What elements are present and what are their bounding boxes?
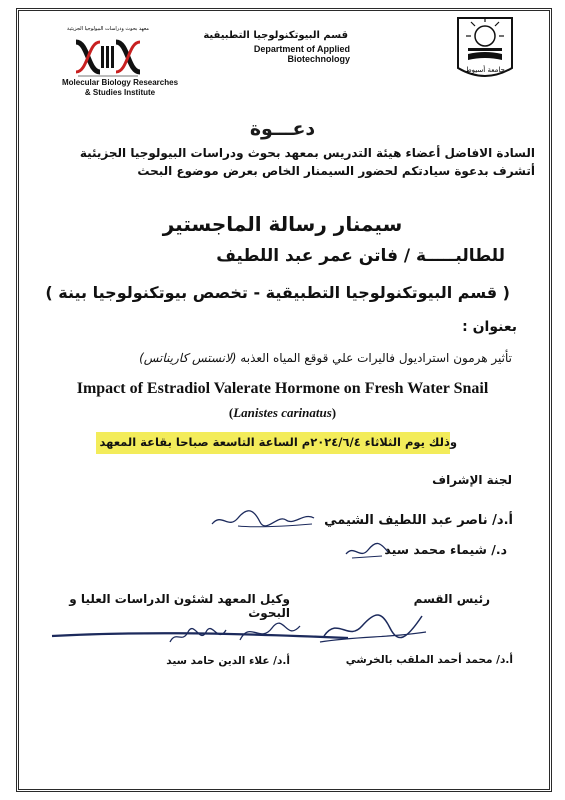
student-department: ( قسم البيوتكنولوجيا التطبيقية - تخصص بيوتكنولوجيا بينة ) (45, 283, 510, 302)
supervisor-1: أ.د/ ناصر عبد اللطيف الشيمي (324, 513, 513, 528)
department-head-label: رئيس القسم (413, 592, 490, 606)
scientific-name: (Lanistes carinatus) (228, 405, 337, 420)
thesis-title-english: Impact of Estradiol Valerate Hormone on Fresh Water Snail (76, 380, 489, 397)
seal-text: جامعة أسيوط (465, 66, 505, 74)
invitation-line-2: أتشرف بدعوة سيادتكم لحضور السيمنار الخاص بعرض موضوع البحث (137, 164, 535, 178)
institute-caption-line1: Molecular Biology Researches (61, 78, 179, 87)
vice-dean-signature (50, 614, 350, 654)
thesis-title-label: بعنوان : (462, 319, 517, 335)
logo-small-text: معهد بحوث ودراسات البيولوجيا الجزيئية (67, 26, 149, 32)
scientific-name-text: Lanistes carinatus (233, 405, 332, 420)
student-name: للطالبـــــة / فاتن عمر عبد اللطيف (216, 246, 505, 266)
supervision-committee-label: لجنة الإشراف (432, 473, 512, 487)
department-head-name: أ.د/ محمد أحمد الملقب بالخرشي (345, 654, 513, 666)
invitation-heading: دعـــوة (249, 118, 316, 140)
vice-dean-label: وكيل المعهد لشئون الدراسات العليا و البحوث (69, 592, 290, 620)
supervisor-2: د./ شيماء محمد سيد (384, 542, 507, 557)
vice-dean-name: أ.د/ علاء الدين حامد سيد (166, 655, 290, 667)
institute-logo (58, 22, 158, 80)
university-seal (454, 14, 516, 86)
department-english: Department of Applied Biotechnology (253, 44, 350, 64)
supervisor-2-signature (342, 538, 392, 564)
institute-caption (50, 78, 190, 98)
invitation-line-1: السادة الافاضل أعضاء هيئة التدريس بمعهد بحوث ودراسات البيولوجيا الجزيئية (79, 146, 535, 160)
seminar-title: سيمنار رسالة الماجستير (162, 212, 403, 236)
seminar-date: وذلك يوم الثلاثاء ٢٠٢٤/٦/٤م الساعة التاسعة صباحا بقاعة المعهد (99, 435, 457, 449)
thesis-species-arabic: (لانستس كاريناتس) (139, 351, 237, 365)
supervisor-1-signature (208, 504, 318, 534)
institute-caption-line2: & Studies Institute (84, 88, 156, 97)
thesis-title-arabic-text: تأثير هرمون استراديول فاليرات علي قوقع المياه العذبه (240, 351, 512, 365)
thesis-title-arabic (30, 351, 512, 365)
department-arabic: قسم البيوتكنولوجيا التطبيقية (203, 30, 348, 41)
